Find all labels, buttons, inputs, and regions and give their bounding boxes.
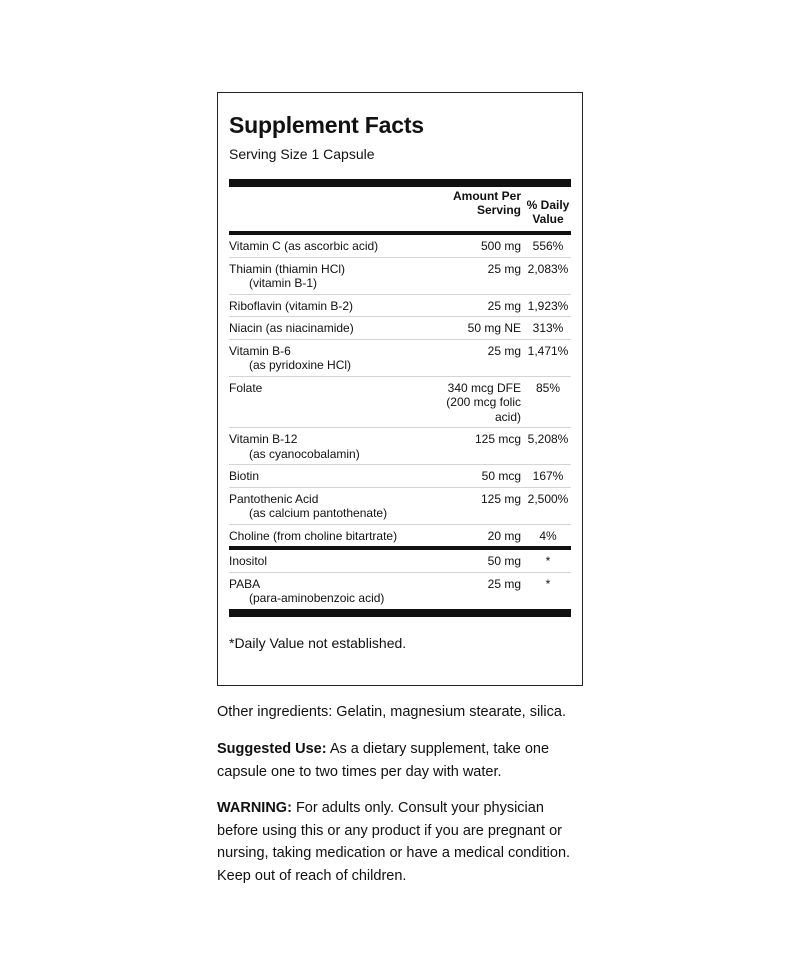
- daily-value: 2,500%: [527, 491, 569, 506]
- supplement-facts-panel: [217, 92, 583, 686]
- amount-per-serving: 125 mg: [480, 491, 521, 506]
- daily-value: 85%: [535, 380, 561, 395]
- amount-per-serving: 25 mg: [487, 343, 521, 358]
- footnote: *Daily Value not established.: [229, 634, 407, 651]
- table-row: [229, 294, 571, 317]
- nutrient-name: Inositol: [229, 554, 268, 568]
- daily-value: 1,923%: [527, 298, 569, 313]
- nutrient-name: Vitamin B-6 (as pyridoxine HCl): [229, 344, 435, 373]
- nutrient-name: PABA (para-aminobenzoic acid): [229, 577, 435, 606]
- nutrient-name: Folate: [229, 380, 263, 395]
- table-row: [229, 550, 571, 572]
- daily-value: 313%: [532, 321, 564, 335]
- table-row: [229, 427, 571, 464]
- nutrient-name: Thiamin (thiamin HCl) (vitamin B-1): [229, 262, 435, 291]
- nutrient-name: Biotin: [229, 469, 260, 483]
- table-row: [229, 339, 571, 376]
- suggested-use: [217, 738, 597, 783]
- amount-per-serving: 340 mcg DFE (200 mcg folic acid): [446, 380, 521, 424]
- divider-thick: [229, 179, 571, 187]
- table-row: [229, 464, 571, 487]
- other-ingredients: Other ingredients: Gelatin, magnesium stearate, silica.: [217, 704, 566, 720]
- nutrient-name: Vitamin B-12 (as cyanocobalamin): [229, 432, 435, 461]
- nutrient-name: Riboflavin (vitamin B-2): [229, 298, 354, 313]
- nutrient-source: (as cyanocobalamin): [249, 446, 360, 461]
- warning-label: WARNING:: [217, 800, 292, 816]
- nutrient-source: (vitamin B-1): [249, 276, 318, 290]
- amount-per-serving: 25 mg: [487, 298, 521, 313]
- table-header: [229, 187, 571, 231]
- nutrient-name: Niacin (as niacinamide): [229, 321, 354, 335]
- warning: [217, 797, 587, 887]
- amount-per-serving-header: Amount Per Serving: [452, 189, 521, 217]
- table-row: [229, 316, 571, 339]
- table-row: [229, 235, 571, 257]
- amount-per-serving: 50 mg: [487, 554, 521, 568]
- table-row: [229, 257, 571, 294]
- amount-per-serving: 50 mcg: [481, 469, 521, 483]
- amount-per-serving: 50 mg NE: [467, 321, 521, 335]
- daily-value: 2,083%: [527, 261, 569, 276]
- amount-per-serving: 20 mg: [487, 528, 521, 543]
- suggested-use-label: Suggested Use:: [217, 741, 327, 757]
- serving-size: Serving Size 1 Capsule: [229, 146, 375, 162]
- table-row: [229, 376, 571, 428]
- suggested-use-text: As a dietary supplement, take one capsule one to two times per day with water.: [217, 741, 550, 780]
- nutrient-source: (para-aminobenzoic acid): [249, 591, 385, 605]
- nutrient-name: Pantothenic Acid (as calcium pantothenate): [229, 492, 435, 521]
- table-row: [229, 487, 571, 524]
- daily-value: *: [545, 554, 551, 568]
- other-nutrient-list: [229, 550, 571, 609]
- amount-per-serving: 500 mg: [480, 239, 521, 253]
- nutrient-source: (as calcium pantothenate): [249, 506, 388, 520]
- daily-value: *: [545, 576, 551, 591]
- amount-per-serving: 25 mg: [487, 576, 521, 591]
- daily-value: 5,208%: [527, 432, 569, 446]
- nutrient-name: Vitamin C (as ascorbic acid): [229, 239, 379, 253]
- daily-value: 4%: [539, 528, 557, 543]
- table-row: [229, 524, 571, 547]
- facts-title: Supplement Facts: [229, 112, 424, 138]
- amount-per-serving: 125 mcg: [474, 432, 521, 446]
- nutrient-list: [229, 235, 571, 546]
- daily-value-header: % Daily Value: [526, 198, 570, 226]
- table-row: [229, 572, 571, 609]
- amount-per-serving: 25 mg: [487, 261, 521, 276]
- daily-value: 1,471%: [527, 343, 569, 358]
- nutrient-source: (as pyridoxine HCl): [249, 358, 352, 372]
- daily-value: 556%: [532, 239, 564, 253]
- daily-value: 167%: [532, 469, 564, 483]
- divider-thick-bottom: [229, 609, 571, 617]
- nutrient-name: Choline (from choline bitartrate): [229, 528, 398, 543]
- warning-text: For adults only. Consult your physician before using this or any product if you are pregnant or nursing, taking medication or have a medical condition. Keep out of reach of children.: [217, 800, 571, 884]
